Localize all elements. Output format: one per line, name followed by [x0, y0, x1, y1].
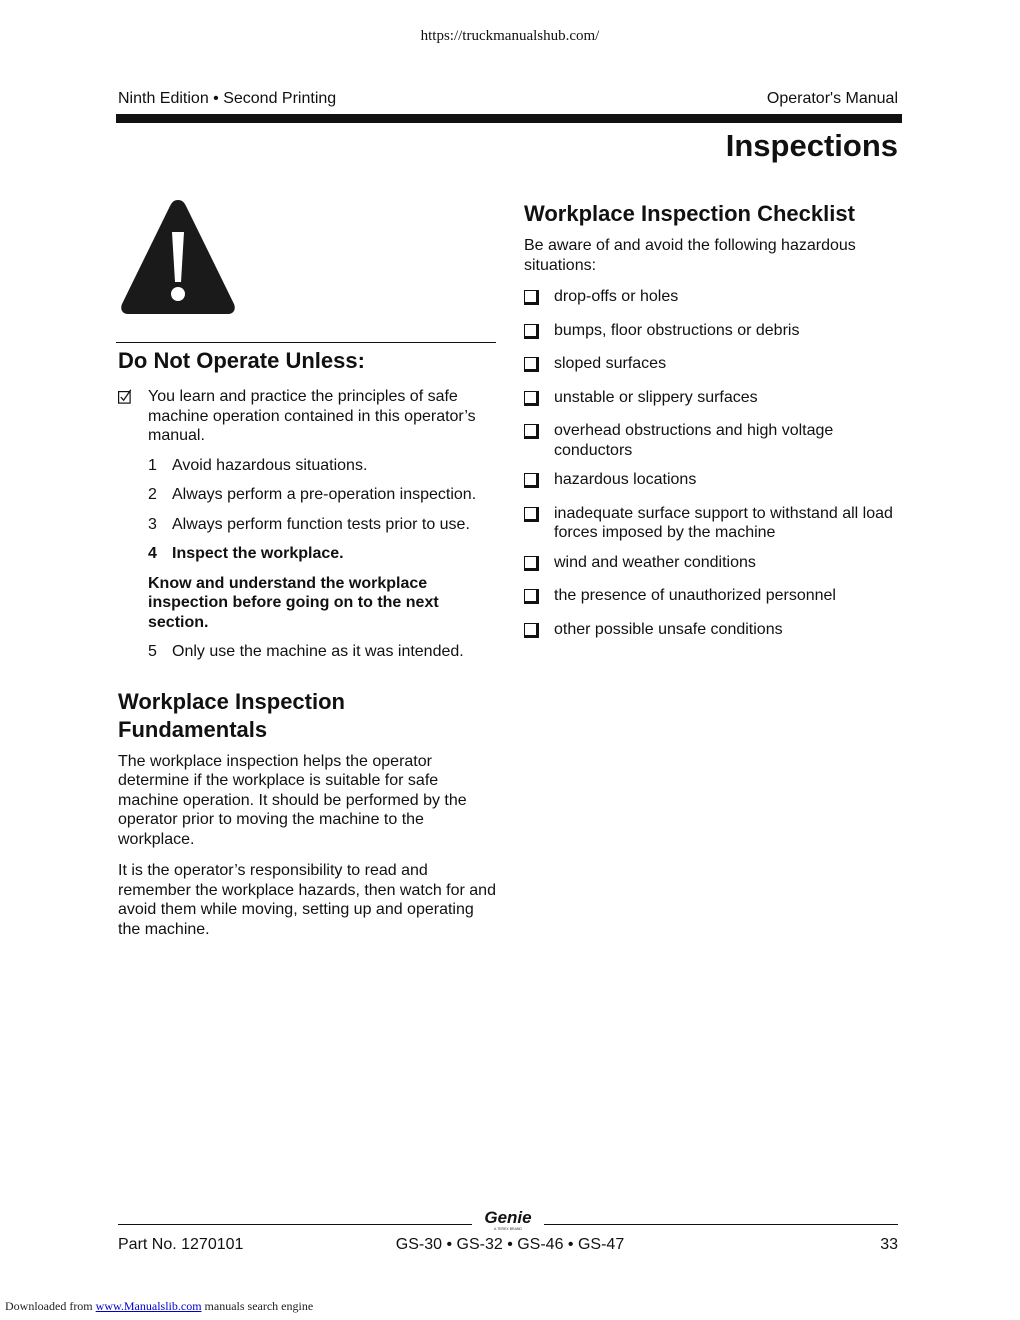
part-number: Part No. 1270101 — [118, 1236, 244, 1253]
page-number: 33 — [880, 1236, 898, 1253]
download-prefix: Downloaded from — [5, 1299, 96, 1313]
list-item — [524, 321, 902, 345]
do-not-operate-heading: Do Not Operate Unless: — [118, 348, 365, 373]
hazard-checklist — [524, 287, 902, 643]
operate-steps-list-continued — [118, 642, 496, 662]
page-title: Inspections — [725, 128, 898, 163]
checkbox-icon — [524, 421, 554, 460]
manual-label: Operator's Manual — [766, 90, 898, 107]
checkbox-icon — [524, 586, 554, 610]
list-item — [118, 642, 496, 662]
fundamentals-heading: Workplace Inspection Fundamentals — [118, 688, 345, 742]
checkbox-icon — [524, 321, 554, 345]
download-credit — [5, 1299, 313, 1314]
genie-logo — [478, 1206, 538, 1232]
checklist-item-text: inadequate surface support to withstand all load forces imposed by the machine — [554, 504, 893, 541]
checkbox-icon — [524, 287, 554, 311]
checkbox-icon — [524, 470, 554, 494]
intro-text: You learn and practice the principles of safe machine operation contained in this operator’s manual. — [148, 388, 476, 444]
step-number: 5 — [148, 643, 157, 660]
step-text: Always perform function tests prior to use. — [172, 515, 470, 533]
checklist-item-text: sloped surfaces — [554, 355, 667, 372]
step-number: 2 — [148, 486, 157, 503]
checklist-item-text: hazardous locations — [554, 471, 697, 488]
step-text: Inspect the workplace. — [172, 545, 344, 562]
checklist-item-text: wind and weather conditions — [554, 553, 756, 571]
list-item — [524, 388, 902, 412]
warning-triangle-icon — [118, 198, 496, 320]
checkbox-icon — [524, 504, 554, 543]
list-item — [524, 354, 902, 378]
list-item — [524, 586, 902, 610]
step-number: 4 — [148, 545, 157, 562]
list-item — [118, 544, 496, 564]
step-number: 1 — [148, 456, 157, 474]
left-column — [118, 198, 496, 939]
model-list: GS-30 • GS-32 • GS-46 • GS-47 — [395, 1236, 625, 1253]
checkbox-icon — [524, 620, 554, 644]
svg-text:A TEREX BRAND: A TEREX BRAND — [494, 1227, 522, 1231]
footer-rule-right — [544, 1224, 898, 1225]
checkbox-icon — [524, 553, 554, 577]
list-item — [118, 485, 496, 505]
operate-steps-list — [118, 456, 496, 564]
edition-label: Ninth Edition • Second Printing — [118, 90, 337, 107]
list-item — [118, 456, 496, 476]
source-url: https://truckmanualshub.com/ — [420, 28, 600, 44]
fundamentals-paragraph: It is the operator’s responsibility to read and remember the workplace hazards, then watch for and avoid them while moving, setting up and operating the machine. — [118, 862, 496, 938]
fundamentals-paragraph: The workplace inspection helps the operator determine if the workplace is suitable for safe machine operation. It should be performed by the operator prior to moving the machine to the workplace. — [118, 752, 467, 848]
right-column — [524, 198, 902, 643]
step-text: Avoid hazardous situations. — [172, 456, 368, 474]
list-item — [524, 470, 902, 494]
checklist-intro: Be aware of and avoid the following hazardous situations: — [524, 237, 856, 274]
list-item — [118, 515, 496, 535]
footer-rule-left — [118, 1224, 472, 1225]
checklist-heading: Workplace Inspection Checklist — [524, 201, 855, 226]
list-item — [524, 620, 902, 644]
download-suffix: manuals search engine — [201, 1299, 314, 1313]
header-rule — [116, 114, 902, 123]
step-number: 3 — [148, 515, 157, 533]
list-item — [524, 553, 902, 577]
checked-box-icon — [118, 387, 148, 446]
checkbox-icon — [524, 354, 554, 378]
svg-text:Genie: Genie — [484, 1208, 532, 1227]
list-item — [524, 287, 902, 311]
manualslib-link[interactable]: www.Manualslib.com — [95, 1299, 202, 1313]
checklist-item-text: unstable or slippery surfaces — [554, 388, 758, 406]
workplace-note: Know and understand the workplace inspection before going on to the next section. — [148, 574, 439, 631]
checklist-item-text: drop-offs or holes — [554, 288, 679, 305]
intro-check-item — [118, 387, 496, 446]
list-item — [524, 504, 902, 543]
checklist-item-text: the presence of unauthorized personnel — [554, 587, 836, 604]
checklist-item-text: other possible unsafe conditions — [554, 620, 783, 638]
checklist-item-text: overhead obstructions and high voltage conductors — [554, 422, 834, 459]
step-text: Only use the machine as it was intended. — [172, 643, 464, 660]
step-text: Always perform a pre-operation inspection. — [172, 486, 477, 503]
list-item — [524, 421, 902, 460]
checklist-item-text: bumps, floor obstructions or debris — [554, 321, 800, 339]
checkbox-icon — [524, 388, 554, 412]
section-divider — [116, 342, 496, 343]
